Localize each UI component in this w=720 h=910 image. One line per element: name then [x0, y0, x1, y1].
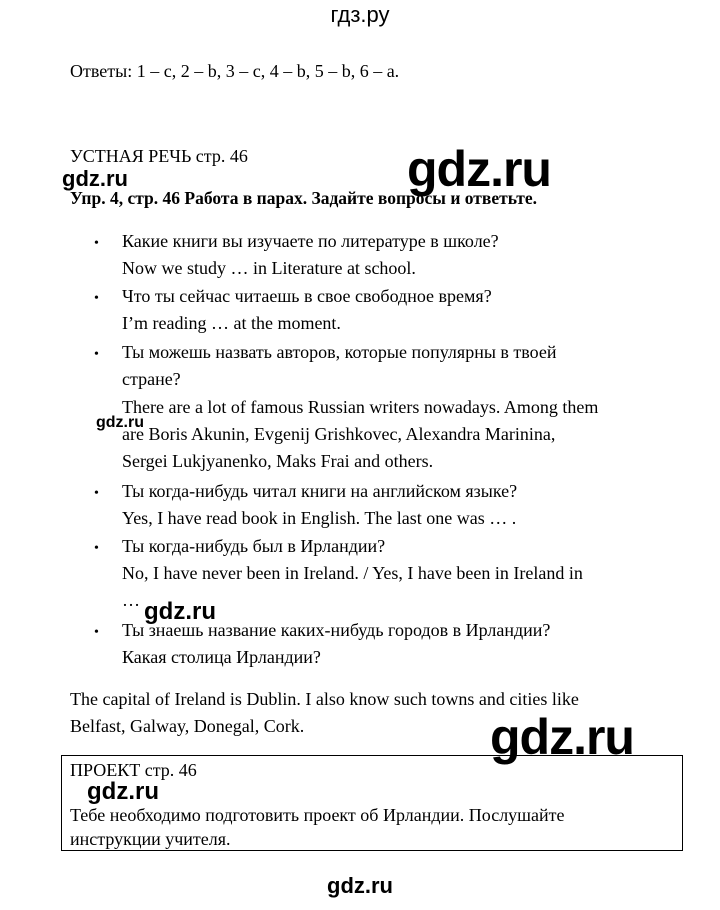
bullet: •: [94, 625, 99, 640]
watermark-small: gdz.ru: [144, 598, 216, 625]
watermark-small: gdz.ru: [96, 414, 144, 431]
bullet: •: [94, 347, 99, 362]
answer-line: are Boris Akunin, Evgenij Grishkovec, Alexandra Marinina,: [122, 424, 556, 444]
bullet: •: [94, 236, 99, 251]
project-text-line: Тебе необходимо подготовить проект об Ирландии. Послушайте: [70, 805, 565, 825]
bullet: •: [94, 486, 99, 501]
capital-paragraph-line: The capital of Ireland is Dublin. I also know such towns and cities like: [70, 689, 579, 709]
capital-paragraph-line: Belfast, Galway, Donegal, Cork.: [70, 716, 305, 736]
project-title: ПРОЕКТ стр. 46: [70, 760, 197, 780]
question-line: стране?: [122, 369, 181, 389]
watermark-large: gdz.ru: [490, 709, 634, 765]
answer-line: No, I have never been in Ireland. / Yes, I have been in Ireland in: [122, 563, 583, 583]
task-heading: Упр. 4, стр. 46 Работа в парах. Задайте вопросы и ответьте.: [70, 188, 538, 208]
answer-line: …: [122, 590, 140, 610]
question-line: Какие книги вы изучаете по литературе в школе?: [122, 231, 499, 251]
watermark-bottom: gdz.ru: [327, 873, 393, 898]
answer-line: Yes, I have read book in English. The last one was … .: [122, 508, 517, 528]
answer-line: Sergei Lukjyanenko, Maks Frai and others.: [122, 451, 434, 471]
answer-line: Now we study … in Literature at school.: [122, 258, 416, 278]
question-line: Ты когда-нибудь читал книги на английском языке?: [122, 481, 518, 501]
bullet: •: [94, 291, 99, 306]
watermark-top: гдз.ру: [330, 2, 390, 27]
bullet: •: [94, 541, 99, 556]
watermark-large: gdz.ru: [407, 141, 551, 197]
section-oral-heading: УСТНАЯ РЕЧЬ стр. 46: [70, 146, 248, 166]
question-line: Что ты сейчас читаешь в свое свободное время?: [122, 286, 492, 306]
watermark-small: gdz.ru: [87, 778, 159, 805]
question-line: Ты знаешь название каких-нибудь городов в Ирландии?: [122, 620, 551, 640]
watermark-small: gdz.ru: [62, 166, 128, 191]
question-line: Какая столица Ирландии?: [122, 647, 321, 667]
answer-line: I’m reading … at the moment.: [122, 313, 341, 333]
question-line: Ты когда-нибудь был в Ирландии?: [122, 536, 386, 556]
answers-line: Ответы: 1 – c, 2 – b, 3 – c, 4 – b, 5 – b, 6 – a.: [70, 61, 400, 81]
project-text-line: инструкции учителя.: [70, 829, 231, 849]
answer-line: There are a lot of famous Russian writers nowadays. Among them: [122, 397, 599, 417]
question-line: Ты можешь назвать авторов, которые популярны в твоей: [122, 342, 557, 362]
